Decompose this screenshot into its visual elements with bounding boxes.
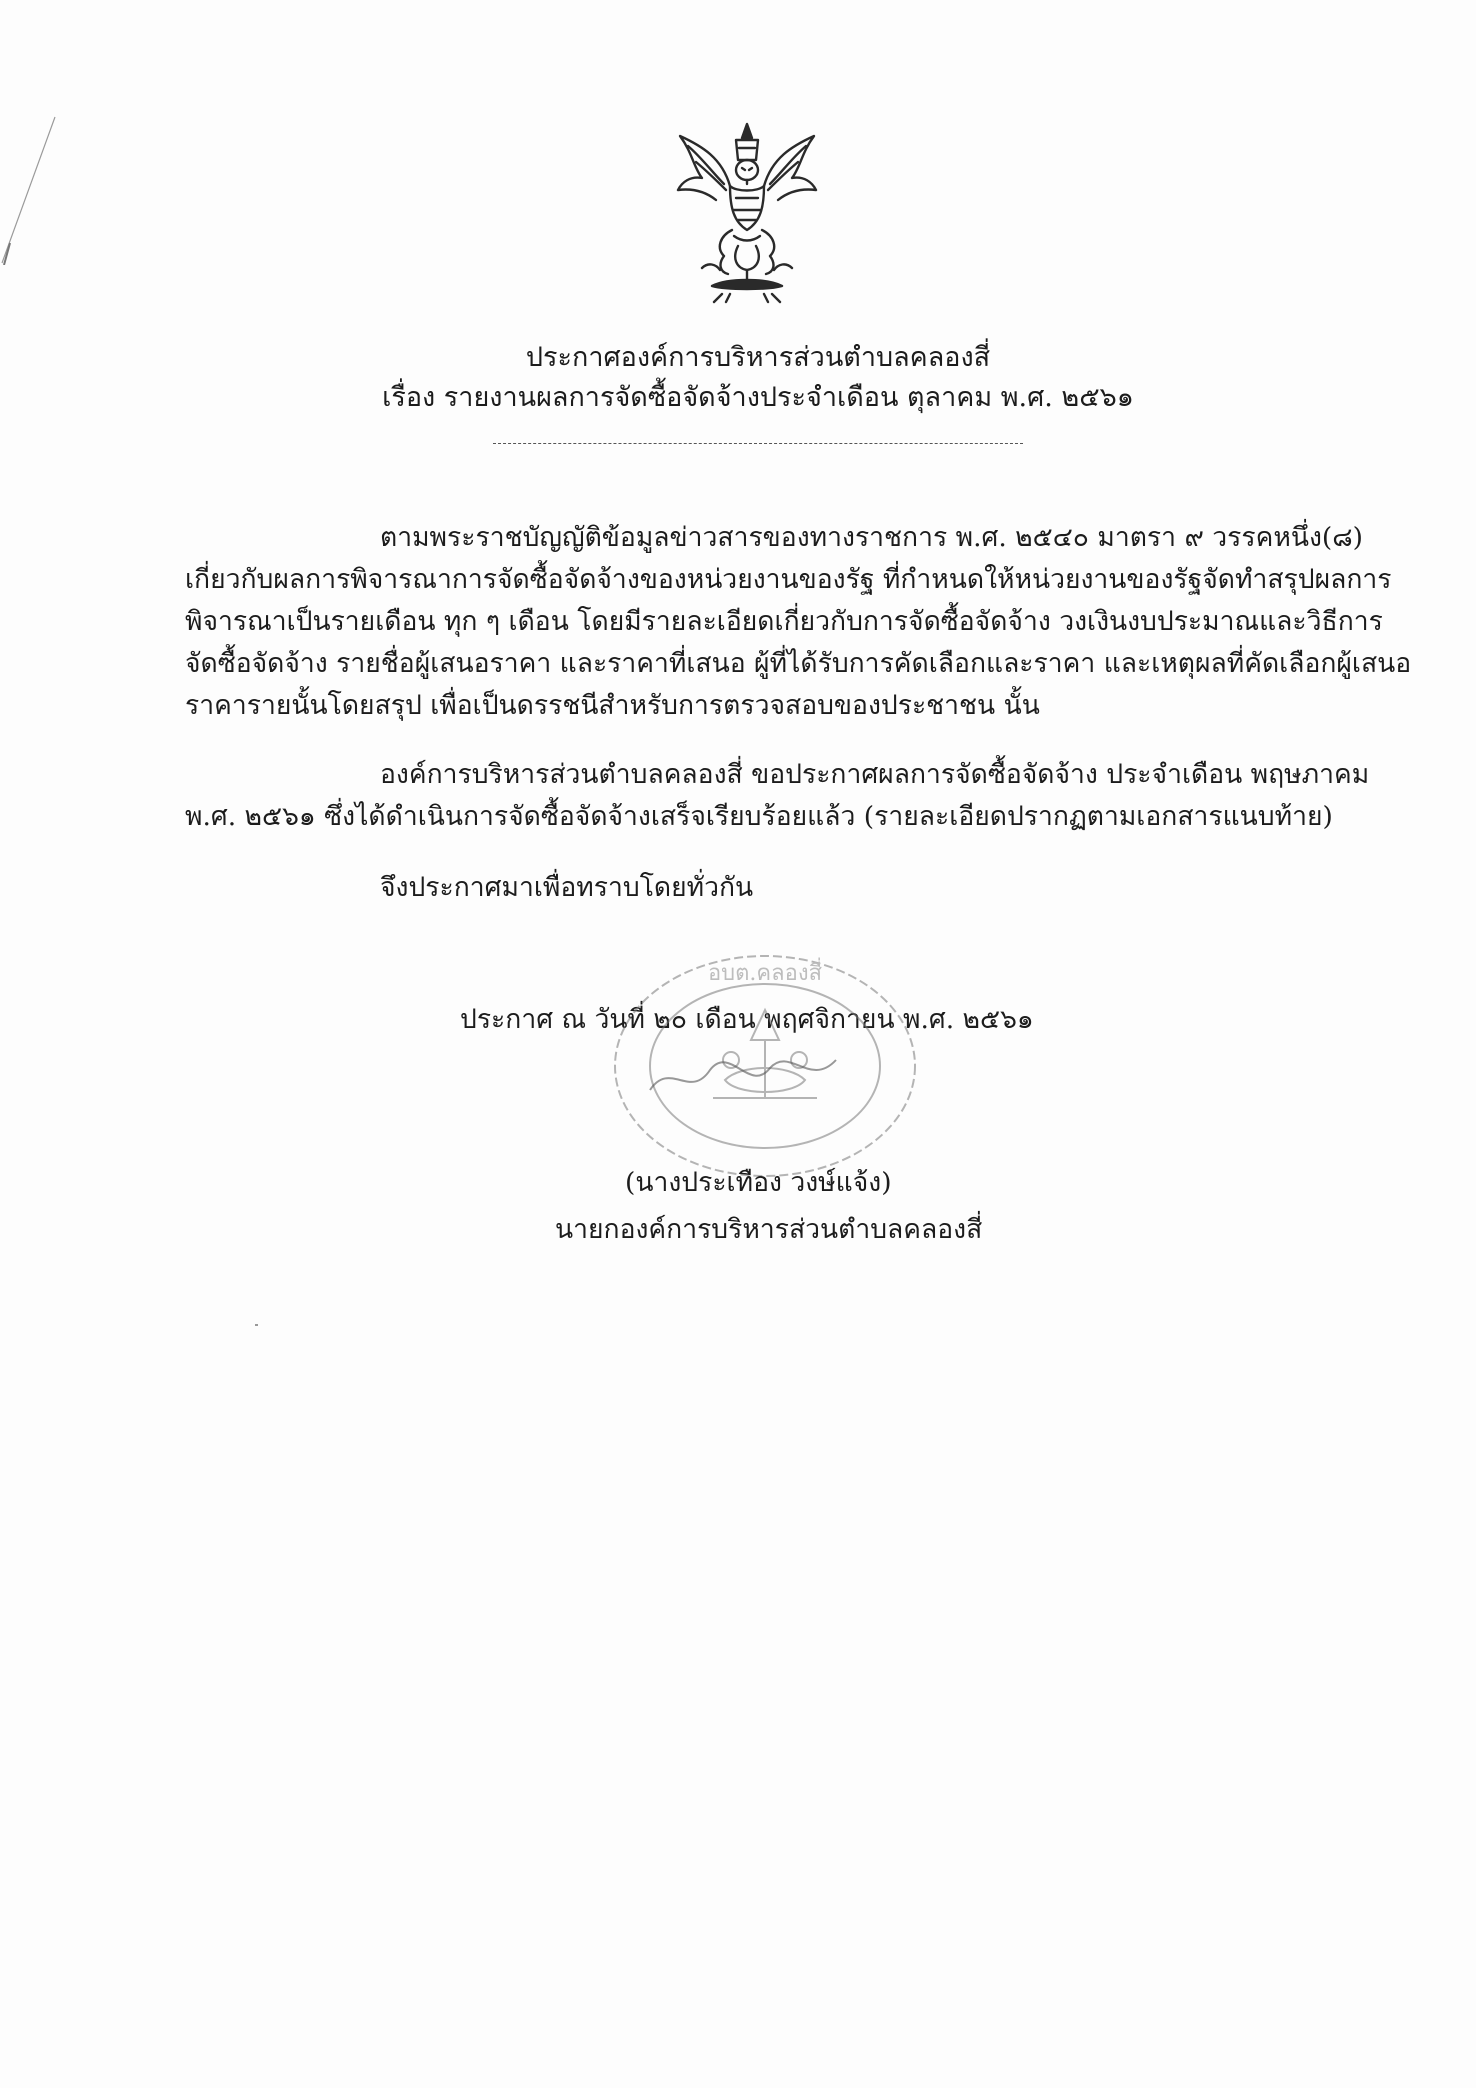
document-subject: เรื่อง รายงานผลการจัดซื้อจัดจ้างประจำเดือน ตุลาคม พ.ศ. ๒๕๖๑ [382,382,1134,413]
paragraph-1-line-2: เกี่ยวกับผลการพิจารณาการจัดซื้อจัดจ้างของหน่วยงานของรัฐ ที่กำหนดให้หน่วยงานของรัฐจัดทำสรุปผลการ [185,564,1392,595]
paragraph-1-line-1: ตามพระราชบัญญัติข้อมูลข่าวสารของทางราชการ พ.ศ. ๒๕๔๐ มาตรา ๙ วรรคหนึ่ง(๘) [380,522,1364,553]
paragraph-2-line-2: พ.ศ. ๒๕๖๑ ซึ่งได้ดำเนินการจัดซื้อจัดจ้างเสร็จเรียบร้อยแล้ว (รายละเอียดปรากฏตามเอกสารแนบท้าย) [185,801,1333,832]
paragraph-1-line-4: จัดซื้อจัดจ้าง รายชื่อผู้เสนอราคา และราคาที่เสนอ ผู้ที่ได้รับการคัดเลือกและราคา และเหตุผลที่คัดเลือกผู้เสนอ [185,648,1412,679]
closing-sentence: จึงประกาศมาเพื่อทราบโดยทั่วกัน [380,872,754,903]
paragraph-1-line-3: พิจารณาเป็นรายเดือน ทุก ๆ เดือน โดยมีรายละเอียดเกี่ยวกับการจัดซื้อจัดจ้าง วงเงินงบประมาณและวิธีการ [185,606,1383,637]
paragraph-1-line-5: ราคารายนั้นโดยสรุป เพื่อเป็นดรรชนีสำหรับการตรวจสอบของประชาชน นั้น [185,690,1040,721]
garuda-emblem-icon [672,118,822,304]
paragraph-2-line-1: องค์การบริหารส่วนตำบลคลองสี่ ขอประกาศผลการจัดซื้อจัดจ้าง ประจำเดือน พฤษภาคม [380,759,1370,790]
svg-text:อบต.คลองสี่: อบต.คลองสี่ [707,961,823,986]
signature-mark [640,1030,870,1120]
document-title: ประกาศองค์การบริหารส่วนตำบลคลองสี่ [525,342,991,373]
scan-edge-mark [0,115,60,265]
signatory-title: นายกองค์การบริหารส่วนตำบลคลองสี่ [555,1214,983,1245]
announce-date: ประกาศ ณ วันที่ ๒๐ เดือน พฤศจิกายน พ.ศ. ๒๕๖๑ [460,1004,1034,1035]
scan-speck [255,1324,258,1326]
title-separator [493,443,1023,444]
signatory-name: (นางประเทือง วงษ์แจ้ง) [625,1167,892,1198]
